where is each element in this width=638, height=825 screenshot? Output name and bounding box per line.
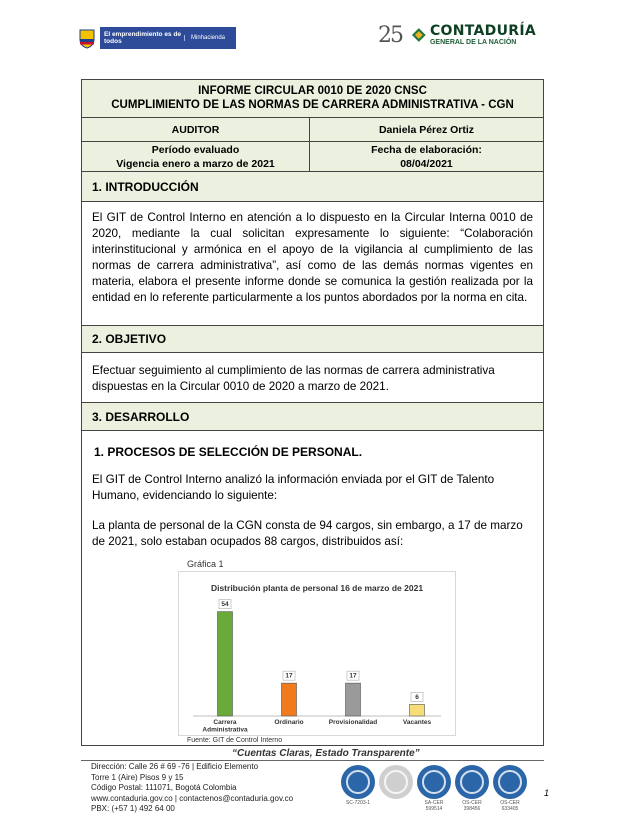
bar-1 [282,683,297,716]
cgn-name: CONTADURÍA [429,23,536,39]
auditor-name: Daniela Pérez Ortiz [378,124,475,136]
section-development-heading: 3. DESARROLLO [82,403,543,431]
cgn-subtitle: GENERAL DE LA NACIÓN [429,39,517,46]
section-objective-body: Efectuar seguimiento al cumplimiento de las normas de carrera administrativa dispuestas en la Circular 0010 de 2020 a marzo de 2021. [82,353,543,403]
report-title-line2: CUMPLIMIENTO DE LAS NORMAS DE CARRERA ADMINISTRATIVA - CGN [111,99,514,111]
cgn-emblem-icon [411,27,427,43]
period-row [82,142,543,172]
category-label: Provisionalidad [328,719,378,726]
report-table [81,79,544,746]
icontec-cert-icon [493,765,527,799]
cert-code [379,800,413,812]
bar-0 [218,612,233,716]
section-objective-heading: 2. OBJETIVO [82,325,543,353]
subsection-title: 1. PROCESOS DE SELECCIÓN DE PERSONAL. [94,445,363,459]
auditor-label: AUDITOR [82,118,310,141]
cgn-text [430,24,536,46]
iqnet-cert-icon [379,765,413,799]
period-label: Período evaluado [151,144,240,156]
date-cell [310,142,543,171]
icontec-cert-icon [455,765,489,799]
period-cell [82,142,310,171]
category-label: Administrativa [202,726,248,734]
website-email-line[interactable]: www.contaduria.gov.co | contactenos@contaduria.gov.co [91,793,294,803]
footer-divider [81,760,544,761]
icontec-cert-icon [417,765,451,799]
paragraph-staffing: La planta de personal de la CGN consta de 94 cargos, sin embargo, a 17 de marzo de 2021, solo estaban ocupados 88 cargos, distribuidos así: [92,519,523,548]
chart-title: Distribución planta de personal 16 de marzo de 2021 [210,583,424,593]
address-line: Torre 1 (Aire) Pisos 9 y 15 [91,772,184,782]
period-value: Vigencia enero a marzo de 2021 [116,158,275,170]
date-value: 08/04/2021 [400,158,453,170]
gov-bar [100,27,236,49]
address-line: Código Postal: 111071, Bogotá Colombia [91,783,237,792]
bar-2 [346,683,361,716]
cert-code: SC-7203-1 [345,800,371,806]
chart-source: Fuente: GIT de Control Interno [187,737,283,744]
gov-slogan: El emprendimiento es de todos [104,31,181,45]
report-title [82,80,543,118]
report-title-line1: INFORME CIRCULAR 0010 DE 2020 CNSC [198,85,427,97]
data-label: 6 [415,693,419,701]
address-line: Dirección: Calle 26 # 69 -76 | Edificio Elemento [91,762,259,771]
page-number: 1 [544,788,550,798]
cert-code: SA-CER 599514 [424,800,444,812]
gov-logo-banner [78,27,236,49]
colombia-shield-icon [78,27,96,49]
data-label: 17 [285,672,293,680]
cert-code: OS-CER 398456 [462,800,482,812]
paragraph-analysis: El GIT de Control Interno analizó la información enviada por el GIT de Talento Humano, evidenciando lo siguiente: [92,473,495,502]
footer-address [91,762,293,815]
anniversary-mark: 25 [378,22,402,48]
cgn-logo [378,20,536,50]
section-introduction-heading: 1. INTRODUCCIÓN [82,172,543,202]
data-label: 17 [349,672,357,680]
footer-slogan: “Cuentas Claras, Estado Transparente” [232,748,420,759]
chart-svg [179,572,455,735]
auditor-row [82,118,543,142]
staffing-chart [178,571,456,736]
chart-bars [202,600,431,734]
icontec-cert-icon [341,765,375,799]
section-introduction-body: El GIT de Control Interno en atención a lo dispuesto en la Circular Interna 0010 de 2020, mediante la cual solicitan expresamente lo siguiente: “Colaboración interinstitucional y armónica en el apoyo de la vigilancia al cumplimiento de las normas de carrera administrativa”, así como de las demás normas vigentes en materia, elabora el presente informe donde se comunica la gestión realizada por la entidad en lo referente particularmente a los puntos abordados por la norma en cita. [92,211,533,304]
date-label: Fecha de elaboración: [371,144,482,156]
bar-3 [410,704,425,716]
cert-code: OS-CER 633405 [500,800,520,812]
ministry-name: Minhacienda [184,35,225,41]
category-label: Vacantes [402,719,432,726]
phone-line: PBX: (+57 1) 492 64 00 [91,804,175,813]
category-label: Ordinario [274,719,304,726]
category-label: Carrera [213,719,237,726]
data-label: 54 [221,601,229,609]
section-development-body [82,431,543,747]
chart-caption: Gráfica 1 [187,559,224,569]
certification-codes [341,800,531,812]
